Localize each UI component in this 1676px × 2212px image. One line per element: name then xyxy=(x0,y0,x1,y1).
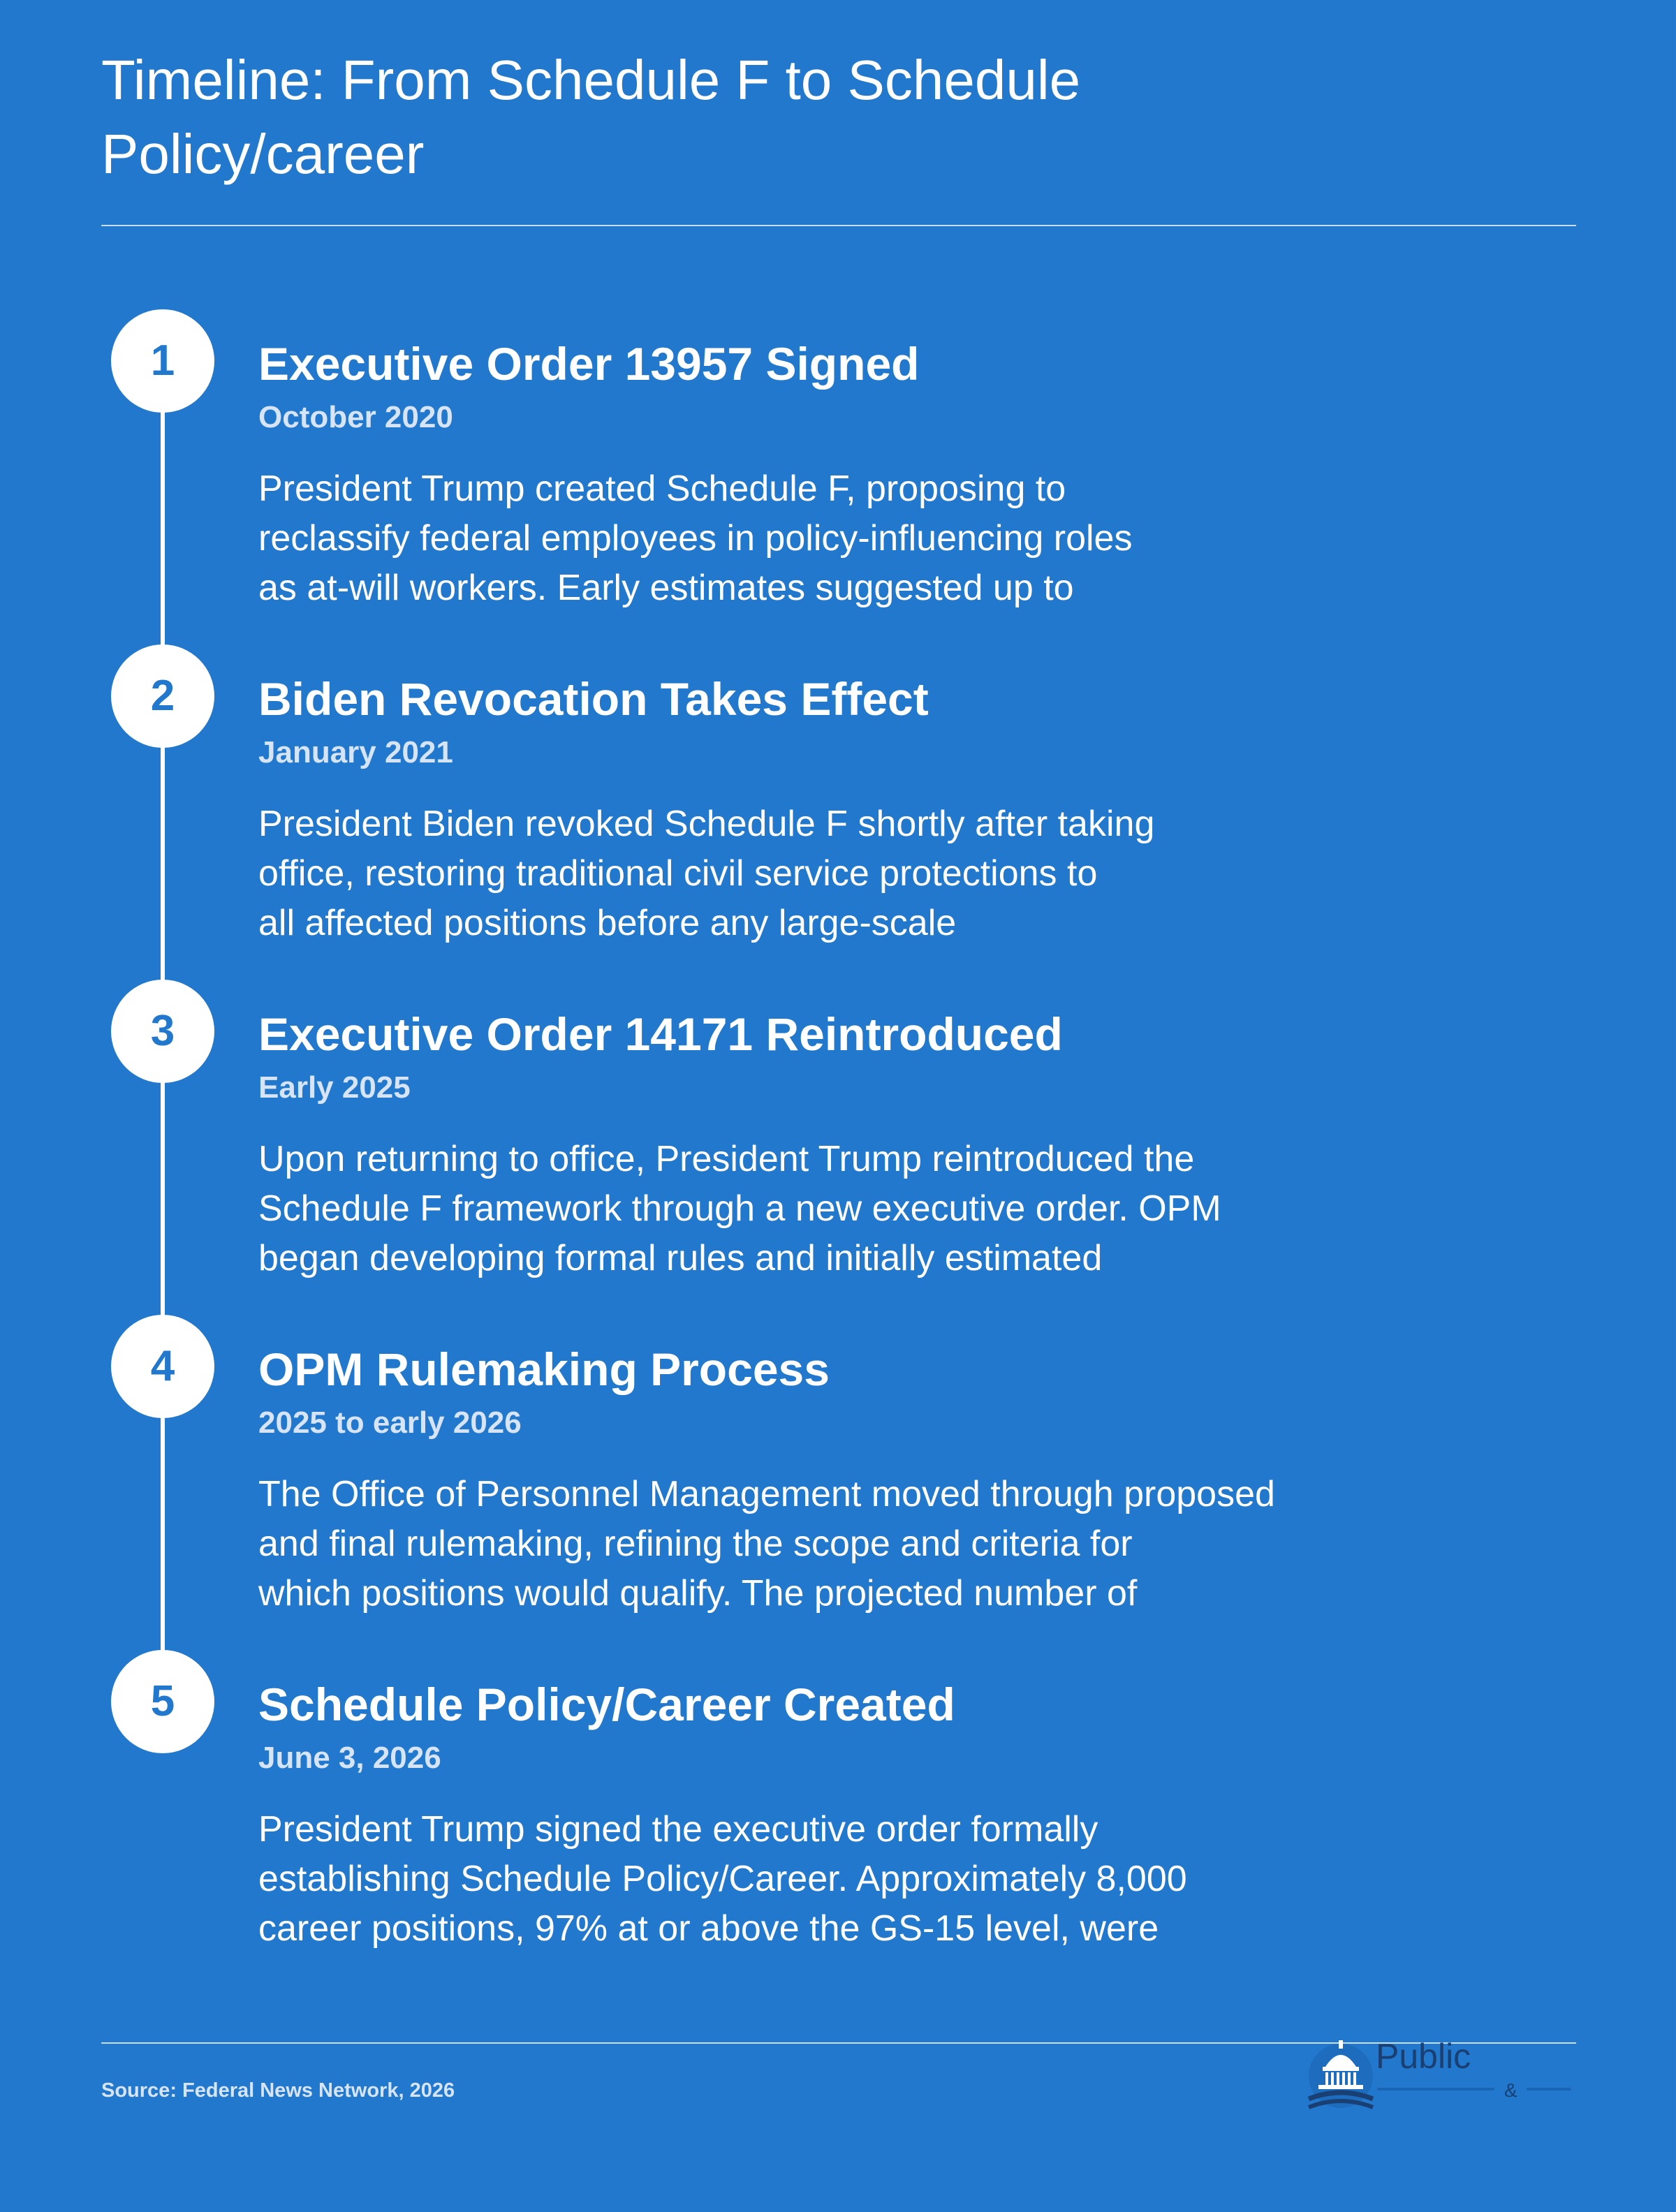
step-description-line: Upon returning to office, President Trump reintroduced the xyxy=(258,1139,1195,1179)
step-description-line: office, restoring traditional civil service protections to xyxy=(258,853,1098,894)
step-description-line: President Biden revoked Schedule F shortly after taking xyxy=(258,804,1155,844)
page-title xyxy=(101,43,1428,191)
step-description-line: as at-will workers. Early estimates suggested up to xyxy=(258,568,1074,608)
step-description xyxy=(258,1135,1432,1283)
step-description-line: which positions would qualify. The projected number of xyxy=(258,1573,1138,1614)
timeline-step-2 xyxy=(0,644,1676,943)
step-number-badge: 4 xyxy=(111,1315,214,1418)
source-citation: Source: Federal News Network, 2026 xyxy=(101,2079,455,2102)
step-title: Executive Order 13957 Signed xyxy=(258,338,920,390)
step-description-line: career positions, 97% at or above the GS-15 level, were xyxy=(258,1908,1159,1949)
step-title: Schedule Policy/Career Created xyxy=(258,1679,955,1730)
capitol-dome-icon xyxy=(1304,2023,1377,2128)
step-description xyxy=(258,1805,1432,1954)
step-description xyxy=(258,799,1432,948)
step-description xyxy=(258,1470,1432,1619)
logo-underline xyxy=(1527,2088,1571,2091)
step-number-badge: 3 xyxy=(111,980,214,1083)
step-description-line: began developing formal rules and initially estimated xyxy=(258,1238,1103,1278)
timeline-step-5 xyxy=(0,1650,1676,1949)
step-description xyxy=(258,464,1432,613)
logo-underline xyxy=(1377,2088,1494,2091)
step-date: June 3, 2026 xyxy=(258,1741,441,1775)
step-number-badge: 5 xyxy=(111,1650,214,1753)
page-title-line-2: Policy/career xyxy=(101,123,425,185)
timeline-step-3 xyxy=(0,980,1676,1278)
step-date: 2025 to early 2026 xyxy=(258,1406,522,1440)
step-description-line: President Trump created Schedule F, proposing to xyxy=(258,469,1066,509)
step-date: October 2020 xyxy=(258,400,453,434)
timeline-step-1 xyxy=(0,309,1676,608)
step-number-badge: 2 xyxy=(111,644,214,748)
step-description-line: establishing Schedule Policy/Career. Approximately 8,000 xyxy=(258,1859,1187,1899)
header-divider xyxy=(101,225,1576,226)
step-description-line: and final rulemaking, refining the scope and criteria for xyxy=(258,1524,1133,1564)
step-number-badge: 1 xyxy=(111,309,214,413)
publisher-logo xyxy=(1304,2023,1584,2128)
step-date: Early 2025 xyxy=(258,1070,411,1105)
step-description-line: all affected positions before any large-scale xyxy=(258,903,957,943)
step-description-line: President Trump signed the executive order formally xyxy=(258,1809,1098,1850)
logo-wordmark: Public xyxy=(1376,2037,1471,2076)
logo-ampersand: & xyxy=(1504,2079,1517,2101)
step-date: January 2021 xyxy=(258,735,453,769)
step-title: OPM Rulemaking Process xyxy=(258,1343,830,1395)
step-description-line: reclassify federal employees in policy-influencing roles xyxy=(258,518,1133,559)
step-description-line: The Office of Personnel Management moved through proposed xyxy=(258,1474,1275,1514)
page-title-line-1: Timeline: From Schedule F to Schedule xyxy=(101,49,1081,111)
timeline-step-4 xyxy=(0,1315,1676,1614)
step-description-line: Schedule F framework through a new executive order. OPM xyxy=(258,1188,1221,1229)
step-title: Biden Revocation Takes Effect xyxy=(258,673,929,725)
step-title: Executive Order 14171 Reintroduced xyxy=(258,1008,1063,1060)
